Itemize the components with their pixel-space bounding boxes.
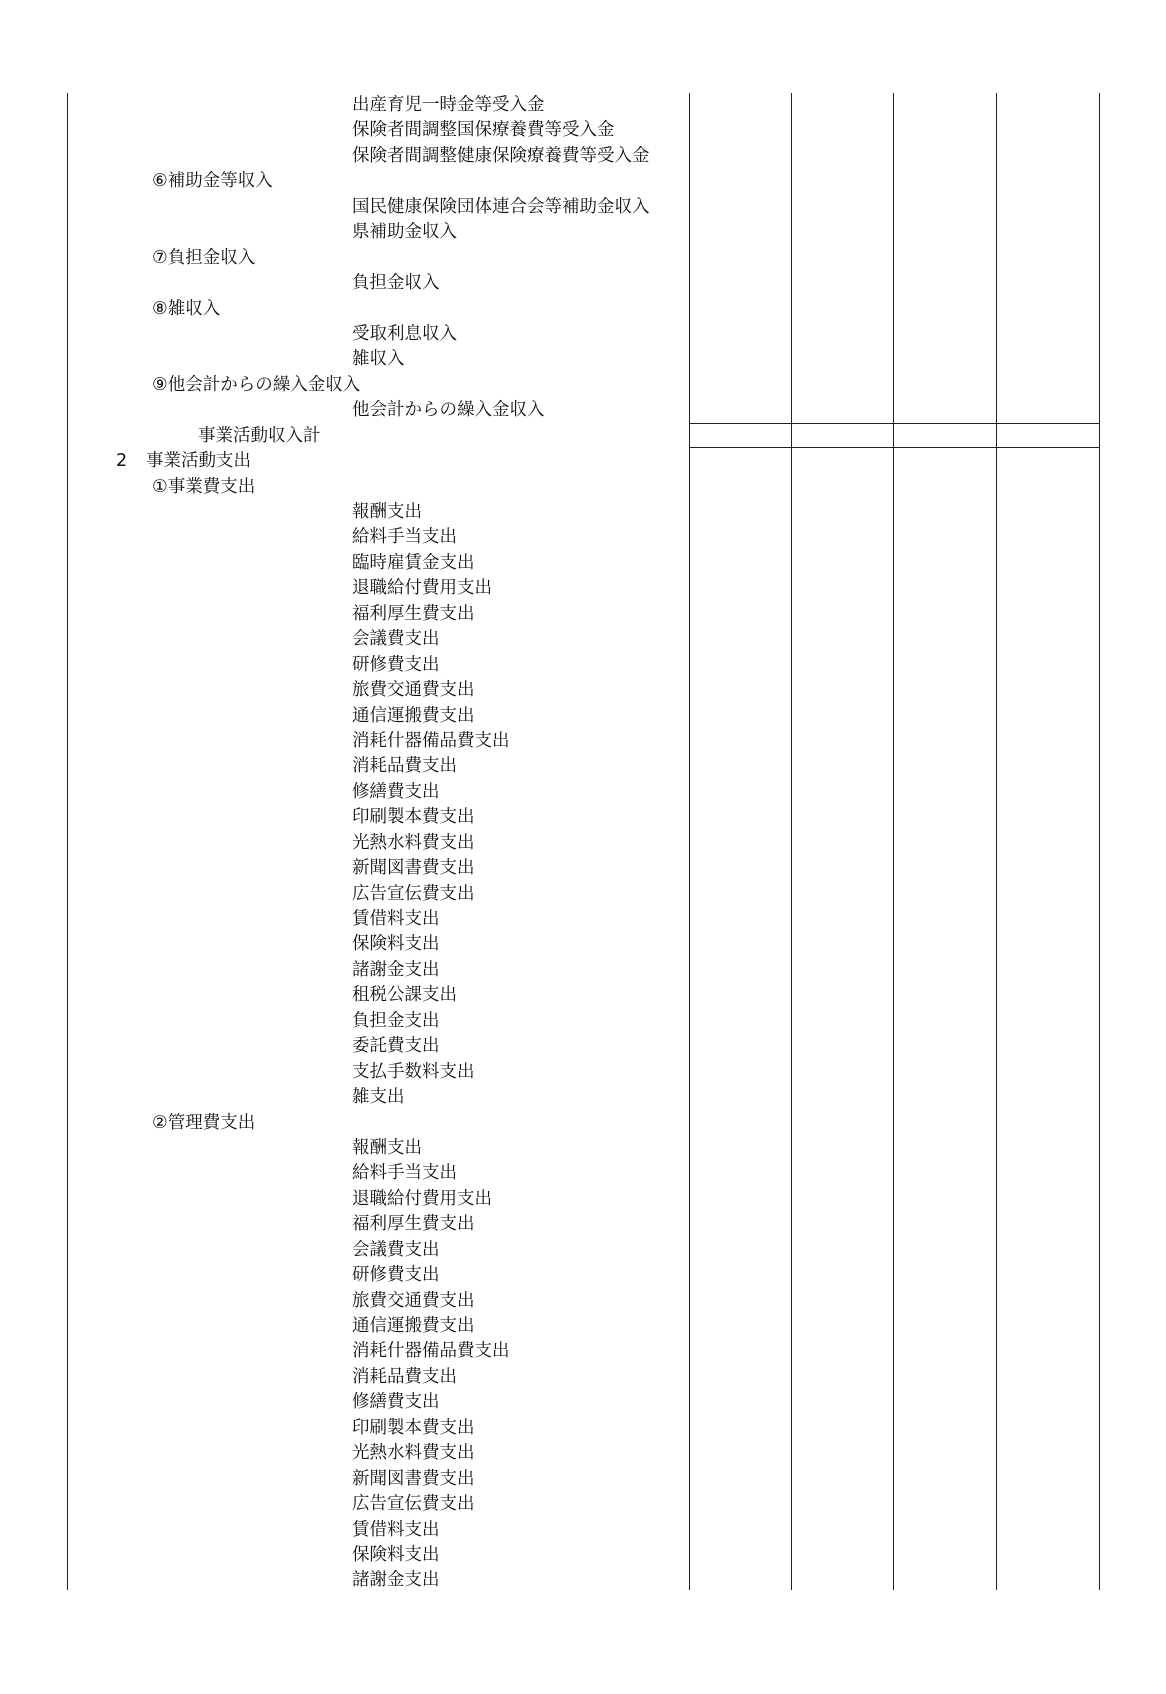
item-label bbox=[352, 93, 545, 118]
item-label bbox=[352, 1238, 440, 1263]
item-label bbox=[352, 1136, 422, 1161]
row-text: ②管理費支出 bbox=[152, 1112, 256, 1133]
row-text: 光熱水料費支出 bbox=[352, 832, 475, 853]
item-label bbox=[352, 932, 440, 957]
item-row bbox=[0, 195, 690, 220]
row-text: 負担金支出 bbox=[352, 1010, 440, 1031]
item-label bbox=[352, 1263, 440, 1288]
row-text: 消耗品費支出 bbox=[352, 756, 457, 777]
item-row bbox=[0, 1263, 690, 1288]
item-label bbox=[352, 1034, 440, 1059]
row-text: 他会計からの繰入金収入 bbox=[352, 400, 545, 421]
item-row bbox=[0, 704, 690, 729]
item-row bbox=[0, 653, 690, 678]
item-row bbox=[0, 1416, 690, 1441]
row-text: 県補助金収入 bbox=[352, 222, 457, 243]
item-row bbox=[0, 551, 690, 576]
account-item-list bbox=[0, 93, 690, 1594]
row-text: 支払手数料支出 bbox=[352, 1061, 475, 1082]
column-divider-3 bbox=[893, 93, 894, 1590]
item-row bbox=[0, 678, 690, 703]
item-row bbox=[0, 322, 690, 347]
item-label bbox=[352, 525, 457, 550]
item-row bbox=[0, 882, 690, 907]
item-row bbox=[0, 627, 690, 652]
item-row bbox=[0, 983, 690, 1008]
row-text: ⑧雑収入 bbox=[152, 298, 221, 319]
row-text: 退職給付費用支出 bbox=[352, 1188, 492, 1209]
section-number: 2 bbox=[116, 451, 128, 472]
item-label bbox=[352, 1365, 457, 1390]
category-row bbox=[0, 373, 690, 398]
category-row bbox=[0, 297, 690, 322]
item-row bbox=[0, 576, 690, 601]
item-label bbox=[352, 144, 650, 169]
category-label bbox=[152, 297, 220, 322]
item-row bbox=[0, 525, 690, 550]
item-label bbox=[352, 602, 475, 627]
item-label bbox=[352, 704, 475, 729]
item-label bbox=[352, 1339, 510, 1364]
item-label bbox=[352, 627, 440, 652]
row-text: 臨時雇賃金支出 bbox=[352, 552, 475, 573]
item-label bbox=[352, 500, 422, 525]
category-row bbox=[0, 169, 690, 194]
row-text: 事業活動支出 bbox=[146, 451, 251, 472]
item-label bbox=[352, 1518, 440, 1543]
item-label bbox=[352, 1314, 475, 1339]
row-text: 国民健康保険団体連合会等補助金収入 bbox=[352, 196, 650, 217]
row-text: 会議費支出 bbox=[352, 1239, 440, 1260]
row-text: ⑨他会計からの繰入金収入 bbox=[152, 374, 361, 395]
item-row bbox=[0, 1543, 690, 1568]
item-row bbox=[0, 907, 690, 932]
item-row bbox=[0, 398, 690, 423]
item-label bbox=[352, 1161, 457, 1186]
item-row bbox=[0, 1136, 690, 1161]
row-text: 印刷製本費支出 bbox=[352, 1417, 475, 1438]
item-row bbox=[0, 932, 690, 957]
item-row bbox=[0, 220, 690, 245]
row-text: 会議費支出 bbox=[352, 629, 440, 650]
item-label bbox=[352, 805, 475, 830]
item-label bbox=[352, 322, 457, 347]
item-row bbox=[0, 271, 690, 296]
item-row bbox=[0, 754, 690, 779]
item-row bbox=[0, 780, 690, 805]
item-row bbox=[0, 602, 690, 627]
row-text: 広告宣伝費支出 bbox=[352, 883, 475, 904]
item-label bbox=[352, 1289, 475, 1314]
row-text: 事業活動収入計 bbox=[198, 425, 321, 446]
category-label bbox=[152, 373, 360, 398]
item-label bbox=[352, 729, 510, 754]
category-label bbox=[152, 1111, 255, 1136]
item-row bbox=[0, 93, 690, 118]
row-text: 旅費交通費支出 bbox=[352, 680, 475, 701]
row-text: ⑥補助金等収入 bbox=[152, 171, 273, 192]
row-text: 諸謝金支出 bbox=[352, 1570, 440, 1591]
item-label bbox=[352, 1568, 440, 1593]
section-label bbox=[116, 449, 251, 474]
row-text: 出産育児一時金等受入金 bbox=[352, 95, 545, 115]
row-text: 保険料支出 bbox=[352, 1544, 440, 1565]
item-row bbox=[0, 1009, 690, 1034]
row-text: 福利厚生費支出 bbox=[352, 1214, 475, 1235]
item-label bbox=[352, 882, 475, 907]
row-text: 修繕費支出 bbox=[352, 781, 440, 802]
row-text: 光熱水料費支出 bbox=[352, 1443, 475, 1464]
subtotal-row-top-rule bbox=[689, 423, 1100, 424]
row-text: 給料手当支出 bbox=[352, 527, 457, 548]
row-text: 消耗品費支出 bbox=[352, 1366, 457, 1387]
item-label bbox=[352, 271, 440, 296]
item-label bbox=[352, 958, 440, 983]
row-text: 修繕費支出 bbox=[352, 1392, 440, 1413]
row-text: 雑支出 bbox=[352, 1087, 405, 1108]
item-label bbox=[352, 347, 405, 372]
item-row bbox=[0, 1289, 690, 1314]
item-row bbox=[0, 1518, 690, 1543]
item-label bbox=[352, 1416, 475, 1441]
item-row bbox=[0, 1085, 690, 1110]
item-row bbox=[0, 805, 690, 830]
item-row bbox=[0, 1187, 690, 1212]
row-text: 報酬支出 bbox=[352, 502, 422, 522]
row-text: 保険料支出 bbox=[352, 934, 440, 955]
item-label bbox=[352, 576, 492, 601]
item-row bbox=[0, 1568, 690, 1593]
item-row bbox=[0, 1492, 690, 1517]
row-text: 通信運搬費支出 bbox=[352, 705, 475, 726]
category-row bbox=[0, 475, 690, 500]
item-label bbox=[352, 907, 440, 932]
row-text: 研修費支出 bbox=[352, 654, 440, 675]
item-label bbox=[352, 678, 475, 703]
item-label bbox=[352, 780, 440, 805]
row-text: 受取利息収入 bbox=[352, 323, 457, 344]
item-label bbox=[352, 220, 457, 245]
item-row bbox=[0, 729, 690, 754]
row-text: 福利厚生費支出 bbox=[352, 603, 475, 624]
item-label bbox=[352, 398, 545, 423]
row-text: 消耗什器備品費支出 bbox=[352, 1341, 510, 1362]
row-text: ①事業費支出 bbox=[152, 476, 256, 497]
item-row bbox=[0, 500, 690, 525]
row-text: 租税公課支出 bbox=[352, 985, 457, 1006]
item-label bbox=[352, 1187, 492, 1212]
item-label bbox=[352, 1390, 440, 1415]
row-text: 賃借料支出 bbox=[352, 1519, 440, 1540]
subtotal-label bbox=[198, 424, 321, 449]
item-row bbox=[0, 1034, 690, 1059]
item-label bbox=[352, 1543, 440, 1568]
category-row bbox=[0, 1111, 690, 1136]
column-divider-4 bbox=[996, 93, 997, 1590]
column-divider-2 bbox=[791, 93, 792, 1590]
item-label bbox=[352, 983, 457, 1008]
item-label bbox=[352, 1009, 440, 1034]
row-text: 研修費支出 bbox=[352, 1265, 440, 1286]
item-label bbox=[352, 1060, 475, 1085]
item-label bbox=[352, 856, 475, 881]
row-text: 退職給付費用支出 bbox=[352, 578, 492, 599]
item-row bbox=[0, 958, 690, 983]
row-text: 給料手当支出 bbox=[352, 1163, 457, 1184]
item-row bbox=[0, 118, 690, 143]
item-row bbox=[0, 1314, 690, 1339]
section-row bbox=[0, 449, 690, 474]
category-label bbox=[152, 246, 255, 271]
table-right-border bbox=[1099, 93, 1100, 1590]
item-label bbox=[352, 754, 457, 779]
item-row bbox=[0, 1060, 690, 1085]
row-text: ⑦負担金収入 bbox=[152, 247, 256, 268]
row-text: 消耗什器備品費支出 bbox=[352, 730, 510, 751]
item-row bbox=[0, 1467, 690, 1492]
subtotal-row bbox=[0, 424, 690, 449]
item-label bbox=[352, 1441, 475, 1466]
item-row bbox=[0, 831, 690, 856]
row-text: 保険者間調整国保療養費等受入金 bbox=[352, 120, 615, 141]
row-text: 負担金収入 bbox=[352, 273, 440, 294]
item-row bbox=[0, 1212, 690, 1237]
item-row bbox=[0, 1161, 690, 1186]
item-row bbox=[0, 1339, 690, 1364]
item-row bbox=[0, 856, 690, 881]
row-text: 新聞図書費支出 bbox=[352, 1468, 475, 1489]
category-row bbox=[0, 246, 690, 271]
row-text: 通信運搬費支出 bbox=[352, 1316, 475, 1336]
item-row bbox=[0, 1441, 690, 1466]
subtotal-row-bottom-rule bbox=[689, 447, 1100, 448]
row-text: 賃借料支出 bbox=[352, 909, 440, 929]
item-label bbox=[352, 118, 615, 143]
item-label bbox=[352, 831, 475, 856]
item-row bbox=[0, 1238, 690, 1263]
item-label bbox=[352, 551, 475, 576]
row-text: 広告宣伝費支出 bbox=[352, 1494, 475, 1515]
item-row bbox=[0, 347, 690, 372]
row-text: 旅費交通費支出 bbox=[352, 1290, 475, 1311]
item-label bbox=[352, 1492, 475, 1517]
item-row bbox=[0, 1390, 690, 1415]
row-text: 保険者間調整健康保険療養費等受入金 bbox=[352, 145, 650, 166]
item-label bbox=[352, 1212, 475, 1237]
row-text: 委託費支出 bbox=[352, 1036, 440, 1057]
item-label bbox=[352, 195, 650, 220]
item-row bbox=[0, 144, 690, 169]
row-text: 雑収入 bbox=[352, 349, 405, 370]
item-row bbox=[0, 1365, 690, 1390]
row-text: 報酬支出 bbox=[352, 1137, 422, 1158]
item-label bbox=[352, 653, 440, 678]
category-label bbox=[152, 475, 255, 500]
item-label bbox=[352, 1467, 475, 1492]
row-text: 新聞図書費支出 bbox=[352, 858, 475, 879]
item-label bbox=[352, 1085, 405, 1110]
row-text: 印刷製本費支出 bbox=[352, 807, 475, 828]
category-label bbox=[152, 169, 273, 194]
row-text: 諸謝金支出 bbox=[352, 959, 440, 980]
